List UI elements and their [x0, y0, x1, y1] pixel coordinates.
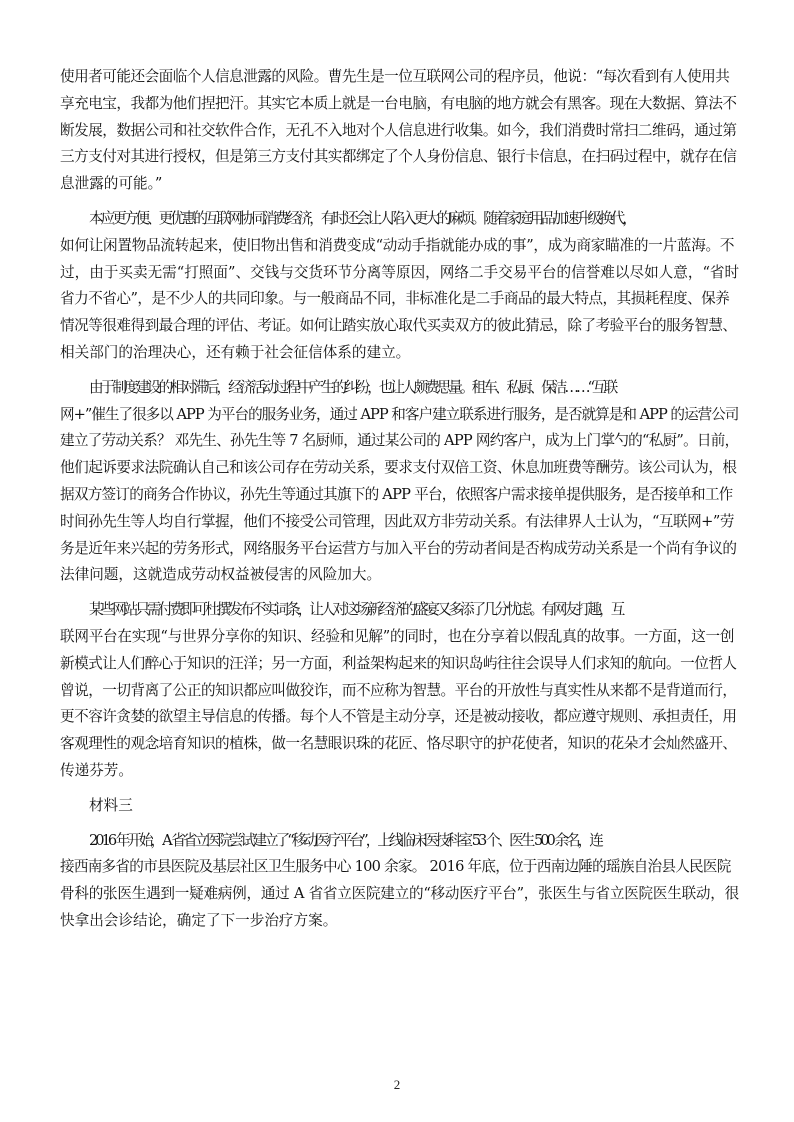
paragraph	[60, 597, 738, 785]
text-line: 据双方签订的商务合作协议，孙先生等通过其旗下的 APP 平台，依照客户需求接单提供服务，是否接单和工作	[60, 485, 733, 503]
text-line: 建立了劳动关系？ 邓先生、孙先生等 7 名厨师，通过某公司的 APP 网约客户，成为上门掌勺的“私厨”。日前，	[60, 432, 739, 450]
text-line: 接西南多省的市县医院及基层社区卫生服务中心 100 余家。 2016 年底，位于西南边陲的瑶族自治县人民医院	[60, 858, 731, 876]
text-line: 情况等很难得到最合理的评估、考证。如何让踏实放心取代买卖双方的彼此猜忌，除了考验平台的服务智慧、	[60, 317, 737, 335]
paragraph	[60, 64, 738, 198]
text-line: 由于制度建设的相对滞后，经济活动过程中产生的纠纷，也让人颇费思量。租车、私厨、保洁……“互联	[89, 378, 616, 396]
text-line: 三方支付对其进行授权，但是第三方支付其实都绑定了个人身份信息、银行卡信息，在扫码过程中，就存在信	[60, 148, 737, 166]
text-line: 传递芬芳。	[60, 761, 133, 779]
text-line: 断发展，数据公司和社交软件合作，无孔不入地对个人信息进行收集。如今，我们消费时常扫二维码，通过第	[60, 121, 737, 139]
section-heading: 材料三	[89, 796, 133, 814]
text-line: 新模式让人们醉心于知识的汪洋；另一方面，利益架构起来的知识岛屿往往会误导人们求知的航向。一位哲人	[60, 654, 737, 672]
text-line: 网+”催生了很多以 APP 为平台的服务业务，通过 APP 和客户建立联系进行服务，是否就算是和 APP 的运营公司	[60, 405, 739, 423]
text-line: 过，由于买卖无需“打照面”、交钱与交货环节分离等原因，网络二手交易平台的信誉难以尽如人意，“省时	[60, 263, 740, 281]
text-line: 更不容许贪婪的欲望主导信息的传播。每个人不管是主动分享，还是被动接收，都应遵守规则、承担责任，用	[60, 708, 737, 726]
text-line: 务是近年来兴起的劳务形式，网络服务平台运营方与加入平台的劳动者间是否构成劳动关系是一个尚有争议的	[60, 539, 737, 557]
text-line: 享充电宝，我都为他们捏把汗。其实它本质上就是一台电脑，有电脑的地方就会有黑客。现在大数据、算法不	[60, 94, 737, 112]
paragraph	[60, 375, 738, 589]
text-line: 他们起诉要求法院确认自己和该公司存在劳动关系，要求支付双倍工资、休息加班费等酬劳。该公司认为，根	[60, 459, 737, 477]
page-number: 2	[393, 1077, 401, 1092]
text-line: 2016 年开始，A 省省立医院尝试建立了“移动医疗平台”，上线临床医技科室 53 个、医生 500 余名，连	[89, 831, 601, 849]
text-line: 曾说，一切背离了公正的知识都应叫做狡诈，而不应称为智慧。平台的开放性与真实性从来都不是背道而行，	[60, 681, 737, 699]
text-line: 如何让闲置物品流转起来，使旧物出售和消费变成“动动手指就能办成的事”，成为商家瞄准的一片蓝海。不	[60, 236, 735, 254]
text-line: 省力不省心”，是不少人的共同印象。与一般商品不同，非标准化是二手商品的最大特点，其损耗程度、保养	[60, 290, 730, 308]
paragraph	[60, 828, 738, 935]
text-line: 相关部门的治理决心，还有赖于社会征信体系的建立。	[60, 343, 411, 361]
document-page	[60, 64, 738, 935]
text-line: 骨科的张医生遇到一疑难病例，通过 A 省省立医院建立的“移动医疗平台”，张医生与省立医院医生联动，很	[60, 885, 739, 903]
text-line: 法律问题，这就造成劳动权益被侵害的风险加大。	[60, 566, 382, 584]
paragraph	[60, 206, 738, 367]
text-line: 时间孙先生等人均自行掌握，他们不接受公司管理，因此双方非劳动关系。有法律界人士认为，“互联网+”劳	[60, 512, 734, 530]
text-line: 使用者可能还会面临个人信息泄露的风险。曹先生是一位互联网公司的程序员，他说：“每次看到有人使用共	[60, 68, 730, 85]
text-line: 快拿出会诊结论，确定了下一步治疗方案。	[60, 911, 338, 929]
text-line: 本应更方便、更优惠的互联网协同消费经济，有时还会让人陷入更大的麻烦。随着家庭用品加速升级换代，	[89, 209, 634, 227]
text-line: 息泄露的可能。”	[60, 175, 163, 193]
text-line: 联网平台在实现“与世界分享你的知识、经验和见解”的同时，也在分享着以假乱真的故事。一方面，这一创	[60, 627, 735, 645]
text-line: 某些网站只需付费即可杜撰发布不实词条，让人对这场新经济的盛宴又多添了几分忧虑。有网友打趣，互	[89, 601, 623, 619]
text-line: 客观理性的观念培育知识的植株，做一名慧眼识珠的花匠、恪尽职守的护花使者，知识的花朵才会灿然盛开、	[60, 735, 737, 753]
